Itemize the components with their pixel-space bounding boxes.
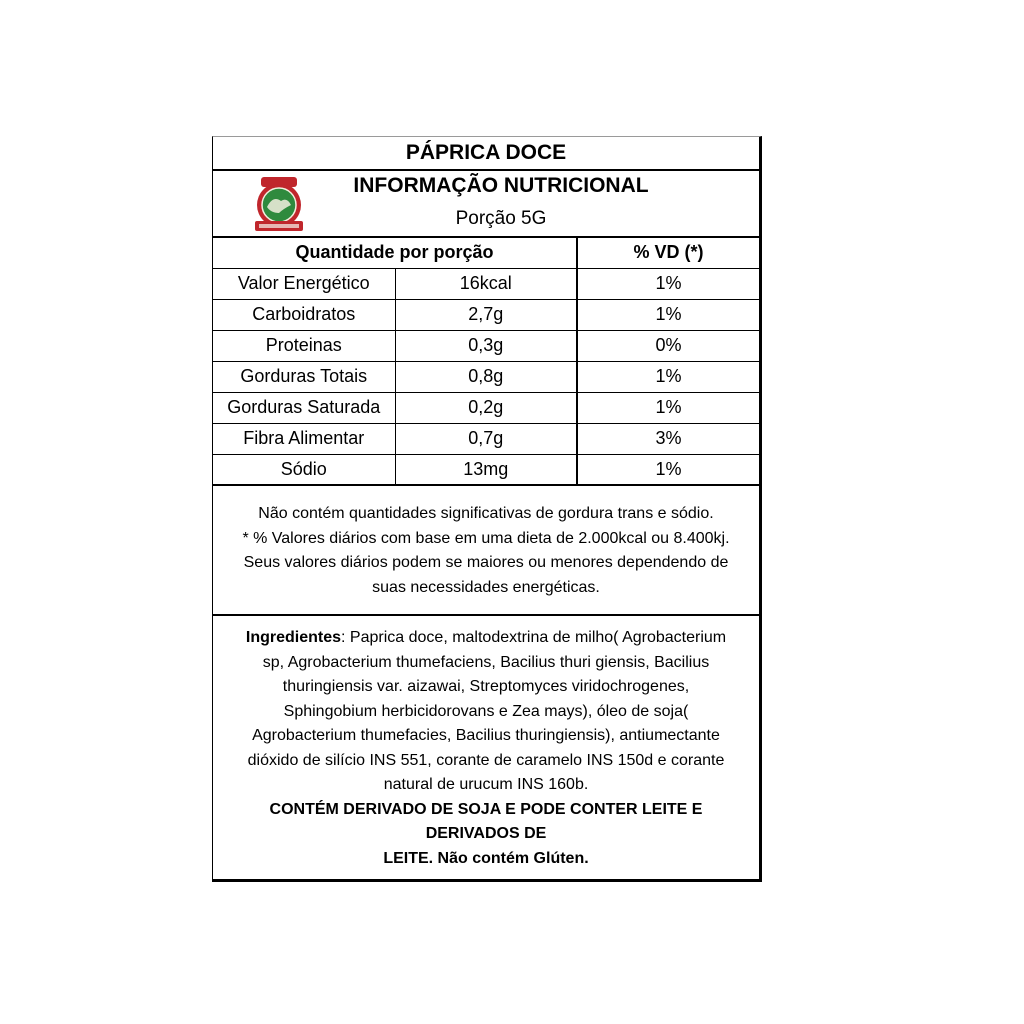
nutrition-header bbox=[213, 171, 759, 238]
nutrient-name: Gorduras Saturada bbox=[213, 392, 395, 423]
nutrient-name: Fibra Alimentar bbox=[213, 423, 395, 454]
product-title bbox=[213, 137, 759, 171]
ingredients-line: natural de urucum INS 160b. bbox=[383, 776, 589, 793]
ingredients-line: Agrobacterium thumefacies, Bacilius thuringiensis), antiumectante bbox=[252, 727, 720, 744]
ingredients-label: Ingredientes bbox=[245, 629, 342, 646]
footnote-line: Seus valores diários podem se maiores ou menores dependendo de bbox=[243, 554, 729, 571]
ingredients-section bbox=[213, 616, 759, 879]
table-row bbox=[213, 454, 759, 485]
nutrient-amount: 16kcal bbox=[395, 268, 577, 299]
ingredients-line bbox=[223, 626, 749, 651]
footnotes bbox=[213, 486, 759, 616]
nutrient-vd: 1% bbox=[577, 299, 759, 330]
nutrient-amount: 0,7g bbox=[395, 423, 577, 454]
table-row bbox=[213, 361, 759, 392]
table-row bbox=[213, 330, 759, 361]
header-vd: % VD (*) bbox=[577, 238, 759, 268]
nutrient-vd: 0% bbox=[577, 330, 759, 361]
portion-size: Porção 5G bbox=[455, 208, 547, 229]
nutrient-amount: 2,7g bbox=[395, 299, 577, 330]
nutrient-amount: 13mg bbox=[395, 454, 577, 485]
ingredients-line: dióxido de silício INS 551, corante de caramelo INS 150d e corante bbox=[247, 751, 725, 769]
table-header-row bbox=[213, 238, 759, 268]
footnote-line: * % Valores diários com base em uma dieta de 2.000kcal ou 8.400kj. bbox=[242, 529, 730, 547]
nutrient-name: Carboidratos bbox=[213, 299, 395, 330]
header-quantity: Quantidade por porção bbox=[213, 238, 577, 268]
footnote-line: suas necessidades energéticas. bbox=[372, 578, 600, 596]
allergen-warning: LEITE. Não contém Glúten. bbox=[383, 849, 589, 867]
table-row bbox=[213, 299, 759, 330]
table-row bbox=[213, 268, 759, 299]
nutrition-label bbox=[212, 136, 762, 882]
nutrient-vd: 3% bbox=[577, 423, 759, 454]
ingredients-line: Sphingobium herbicidorovans e Zea mays), óleo de soja( bbox=[283, 702, 689, 720]
nutrient-amount: 0,3g bbox=[395, 330, 577, 361]
nutrient-vd: 1% bbox=[577, 392, 759, 423]
product-title-text: PÁPRICA DOCE bbox=[405, 141, 567, 164]
info-title: INFORMAÇÃO NUTRICIONAL bbox=[353, 174, 649, 197]
ingredients-line: sp, Agrobacterium thumefaciens, Bacilius thuri giensis, Bacilius bbox=[262, 653, 710, 671]
nutrient-name: Valor Energético bbox=[213, 268, 395, 299]
table-row bbox=[213, 423, 759, 454]
nutrient-vd: 1% bbox=[577, 268, 759, 299]
nutrition-table bbox=[213, 238, 759, 486]
nutrient-amount: 0,8g bbox=[395, 361, 577, 392]
nutrient-vd: 1% bbox=[577, 361, 759, 392]
nutrient-amount: 0,2g bbox=[395, 392, 577, 423]
ingredients-line: thuringiensis var. aizawai, Streptomyces viridochrogenes, bbox=[282, 678, 690, 695]
table-row bbox=[213, 392, 759, 423]
nutrient-name: Gorduras Totais bbox=[213, 361, 395, 392]
nutrient-name: Proteinas bbox=[213, 330, 395, 361]
nutrient-vd: 1% bbox=[577, 454, 759, 485]
nutrient-name: Sódio bbox=[213, 454, 395, 485]
footnote-line: Não contém quantidades significativas de gordura trans e sódio. bbox=[258, 505, 714, 522]
ingredients-text: : Paprica doce, maltodextrina de milho( Agrobacterium bbox=[341, 629, 727, 646]
allergen-warning: CONTÉM DERIVADO DE SOJA E PODE CONTER LEITE E DERIVADOS DE bbox=[269, 800, 703, 842]
